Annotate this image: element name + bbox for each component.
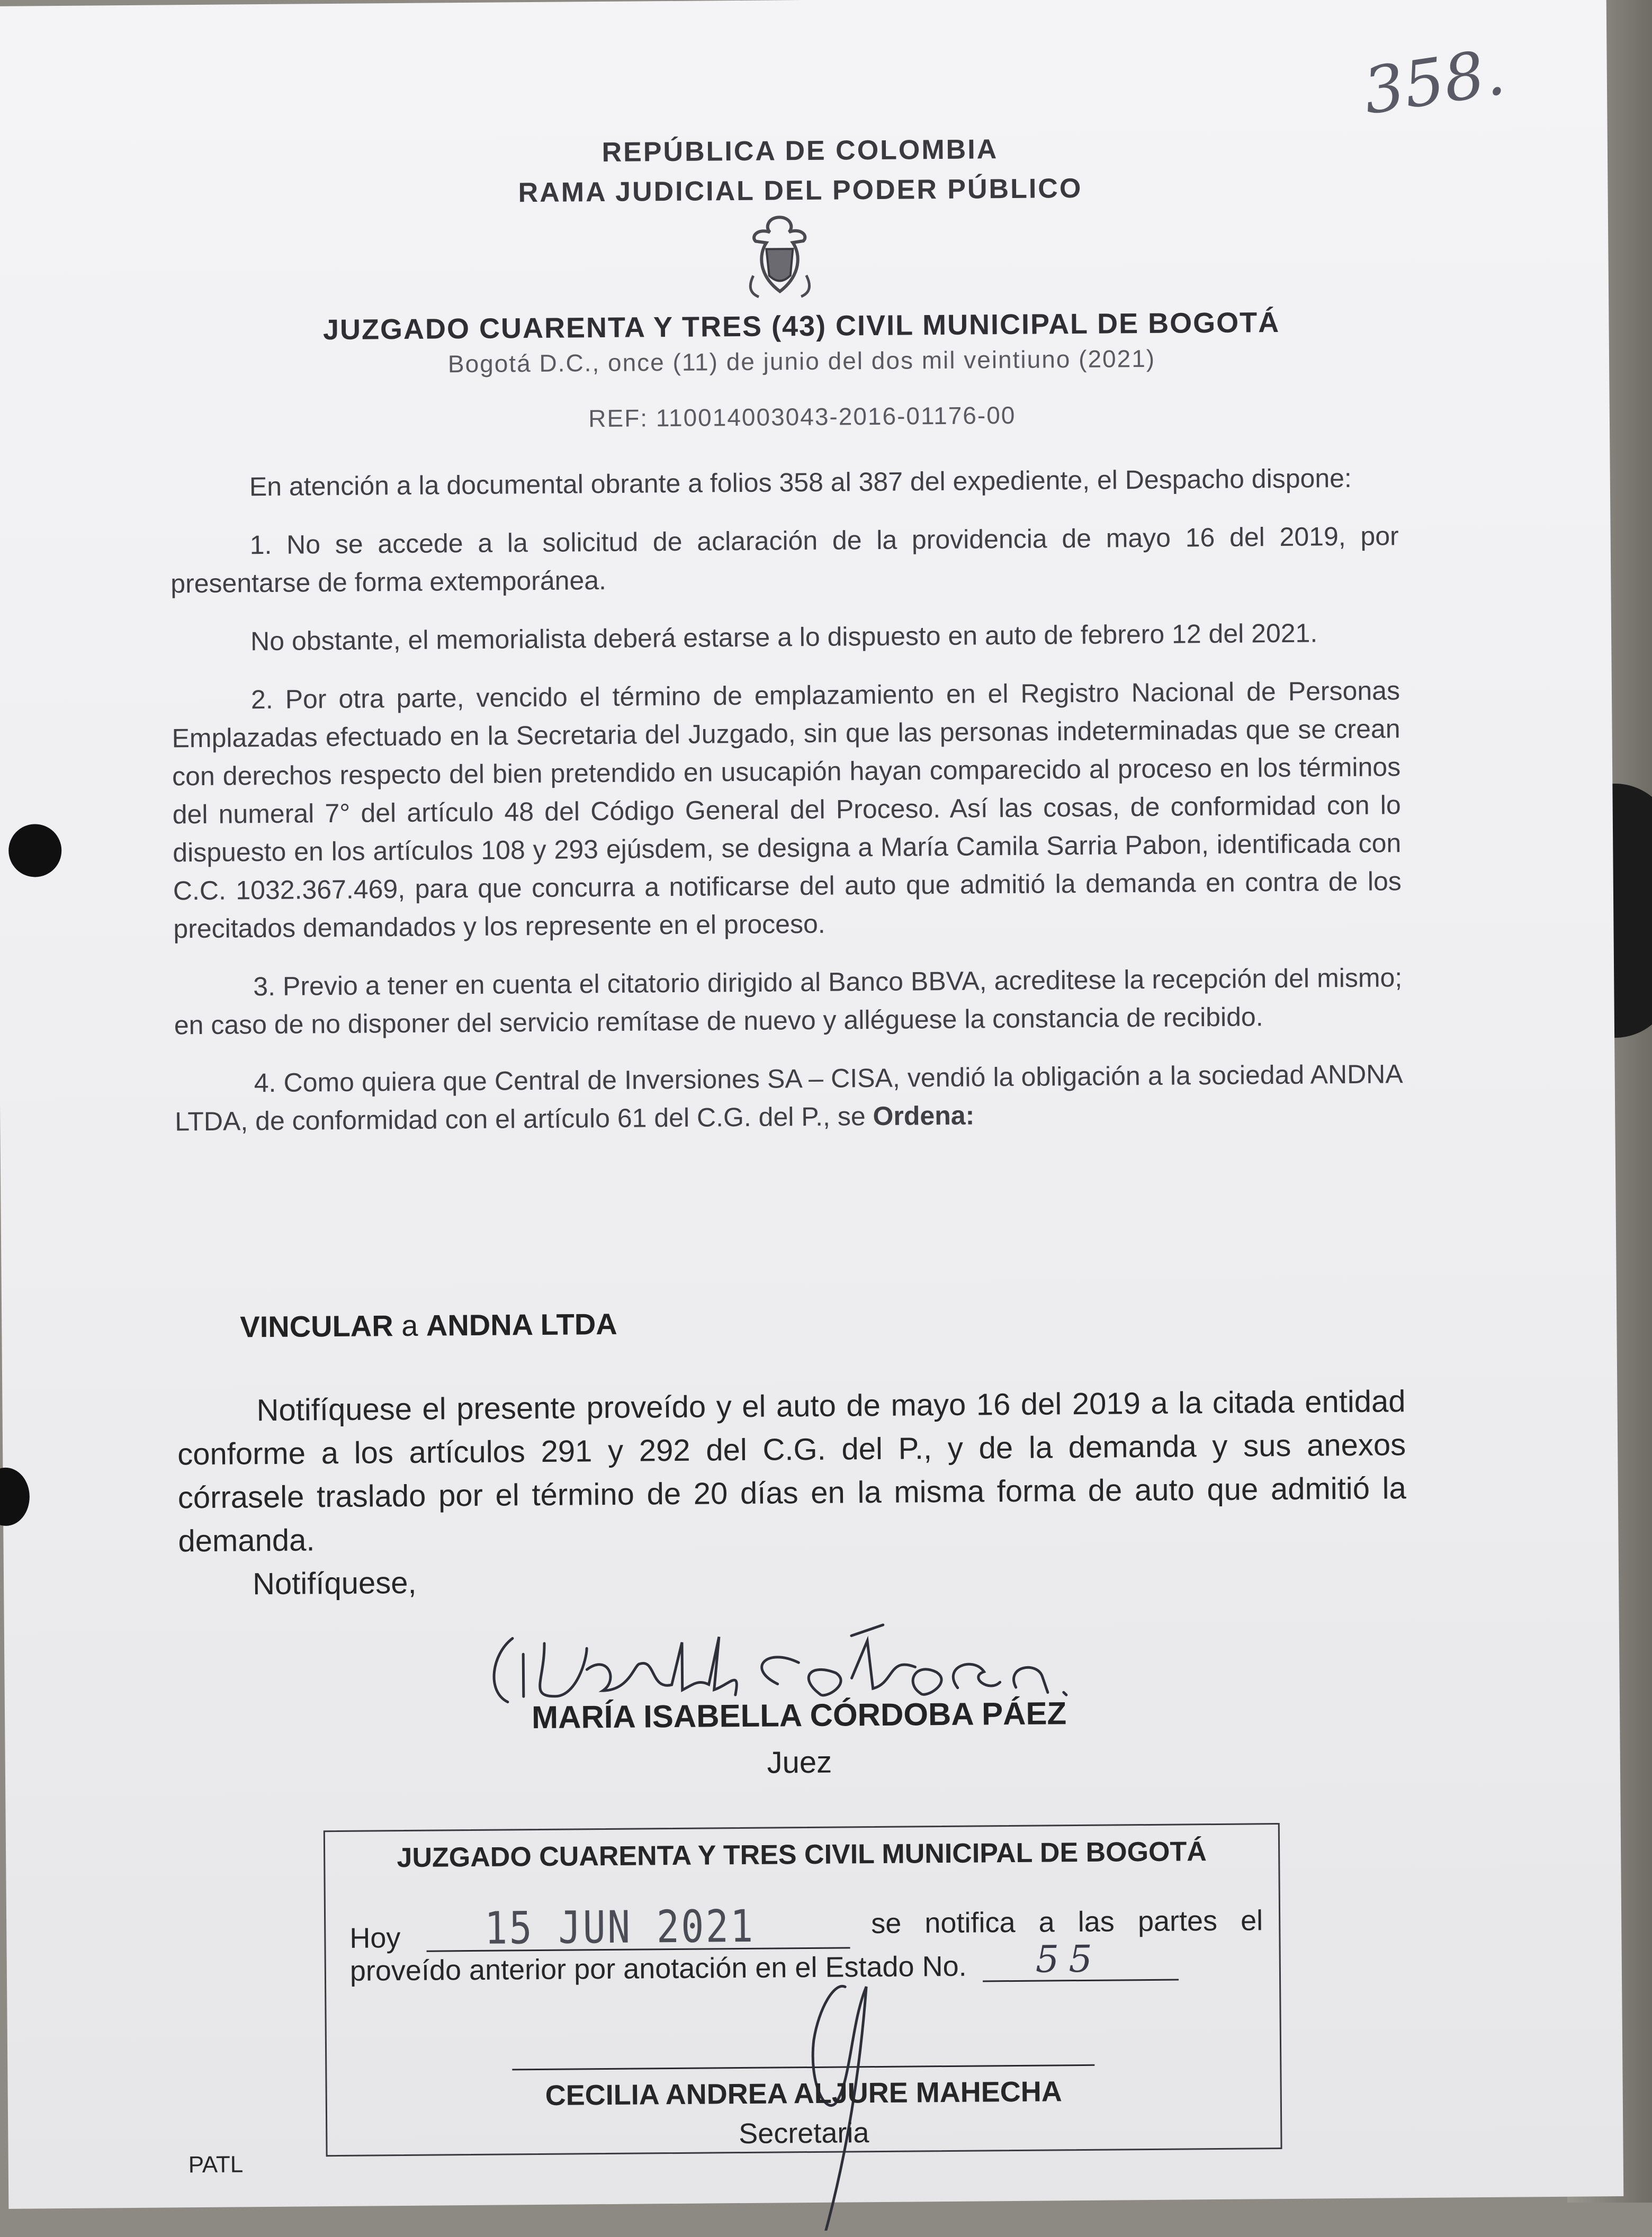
notify-text: Notifíquese el presente proveído y el auto de mayo 16 del 2019 a la citada entidad conforme a los artículos 291 y 292 del C.G. del P., y de la demanda y sus anexos córrasele traslado por el término de 20 días en la misma forma de auto que admitió la demanda.: [177, 1384, 1407, 1559]
judge-role: Juez: [767, 1745, 832, 1780]
header-branch: RAMA JUDICIAL DEL PODER PÚBLICO: [518, 173, 1083, 209]
item-4: [174, 1055, 1403, 1140]
court-name: JUZGADO CUARENTA Y TRES (43) CIVIL MUNICIPAL DE BOGOTÁ: [322, 306, 1280, 346]
judge-name: MARÍA ISABELLA CÓRDOBA PÁEZ: [531, 1695, 1067, 1736]
vincular-line: [240, 1307, 617, 1344]
colombia-coat-of-arms-icon: [737, 212, 822, 302]
document-date: Bogotá D.C., once (11) de junio del dos mil veintiuno (2021): [447, 344, 1156, 378]
header-country: REPÚBLICA DE COLOMBIA: [601, 134, 999, 168]
folio-number: 358.: [1359, 35, 1510, 129]
intro-paragraph: En atención a la documental obrante a folios 358 al 387 del expediente, el Despacho dispone:: [249, 463, 1352, 502]
closing-text: Notifíquese,: [252, 1565, 417, 1602]
punch-hole: [0, 1468, 30, 1526]
box-title: JUZGADO CUARENTA Y TRES CIVIL MUNICIPAL DE BOGOTÁ: [397, 1836, 1207, 1874]
document-body: [170, 459, 1404, 1161]
notify-parties-text: se notifica a las partes el: [870, 1904, 1263, 1940]
notification-stamp-box: [324, 1823, 1282, 2157]
vincular-verb: VINCULAR: [240, 1309, 393, 1344]
author-initials: PATL: [188, 2151, 244, 2178]
hoy-label: Hoy: [349, 1922, 401, 1954]
item-4-order: Ordena:: [873, 1100, 975, 1131]
notification-paragraph: [177, 1380, 1407, 1583]
date-stamp: 15 JUN 2021: [484, 1900, 755, 1954]
item-1-note: No obstante, el memorialista deberá estarse a lo dispuesto en auto de febrero 12 del 2021.: [250, 618, 1318, 657]
secretary-role: Secretaria: [739, 2117, 869, 2150]
vincular-connector: a: [393, 1308, 427, 1343]
item-4-text: 4. Como quiera que Central de Inversiones SA – CISA, vendió la obligación a la sociedad ANDNA LTDA, de conformidad con el artículo 61 del C.G. del P., se: [175, 1059, 1403, 1137]
vincular-entity: ANDNA LTDA: [426, 1307, 617, 1342]
reference-number: REF: 110014003043-2016-01176-00: [588, 401, 1016, 433]
estado-number: 55: [1035, 1937, 1102, 1981]
item-1: 1. No se accede a la solicitud de aclaración de la providencia de mayo 16 del 2019, por presentarse de forma extemporánea.: [170, 521, 1399, 599]
estado-label: proveído anterior por anotación en el Estado No.: [349, 1950, 967, 1987]
punch-hole: [8, 824, 62, 877]
secretary-name: CECILIA ANDREA ALJURE MAHECHA: [545, 2076, 1062, 2112]
item-3: 3. Previo a tener en cuenta el citatorio dirigido al Banco BBVA, acreditese la recepción del mismo; en caso de no disponer del servicio remítase de nuevo y alléguese la constancia de recibido.: [174, 963, 1403, 1040]
item-2: 2. Por otra parte, vencido el término de emplazamiento en el Registro Nacional de Personas Emplazadas efectuado en la Secretaria del Juzgado, sin que las personas indeterminadas que se crean con derechos respecto del bien pretendido en usucapión hayan comparecido al proceso en los términos del numeral 7° del artículo 48 del Código General del Proceso. Así las cosas, de conformidad con lo dispuesto en los artículos 108 y 293 ejúsdem, se designa a María Camila Sarria Pabon, identificada con C.C. 1032.367.469, para que concurra a notificarse del auto que admitió la demanda en contra de los precitados demandados y los represente en el proceso.: [172, 676, 1402, 944]
